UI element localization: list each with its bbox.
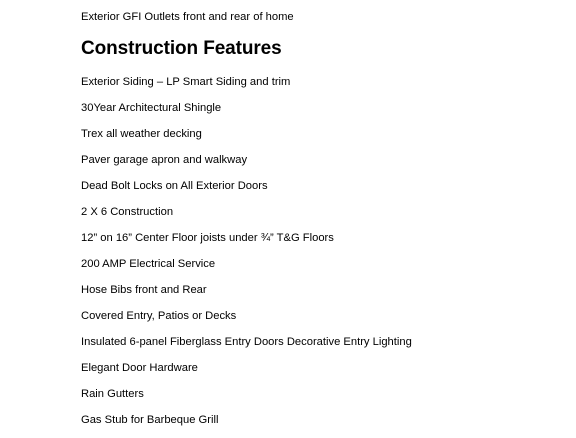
feature-item: Dead Bolt Locks on All Exterior Doors [81, 180, 268, 192]
feature-item: 2 X 6 Construction [81, 206, 174, 218]
feature-item: Rain Gutters [81, 388, 144, 400]
feature-item: Gas Stub for Barbeque Grill [81, 414, 219, 426]
feature-item: Exterior Siding – LP Smart Siding and trim [81, 76, 291, 88]
feature-item: Paver garage apron and walkway [81, 154, 248, 166]
feature-item: Hose Bibs front and Rear [81, 284, 207, 296]
feature-item: Elegant Door Hardware [81, 362, 198, 374]
feature-item: Covered Entry, Patios or Decks [81, 310, 237, 322]
feature-item: 200 AMP Electrical Service [81, 258, 216, 270]
feature-item: 12” on 16” Center Floor joists under ¾” T&G Floors [81, 232, 334, 244]
feature-list [81, 74, 412, 438]
intro-line: Exterior GFI Outlets front and rear of home [81, 11, 294, 23]
feature-item: 30Year Architectural Shingle [81, 102, 222, 114]
feature-item: Insulated 6-panel Fiberglass Entry Doors Decorative Entry Lighting [81, 336, 412, 348]
section-title: Construction Features [81, 38, 282, 59]
feature-item: Trex all weather decking [81, 128, 202, 140]
